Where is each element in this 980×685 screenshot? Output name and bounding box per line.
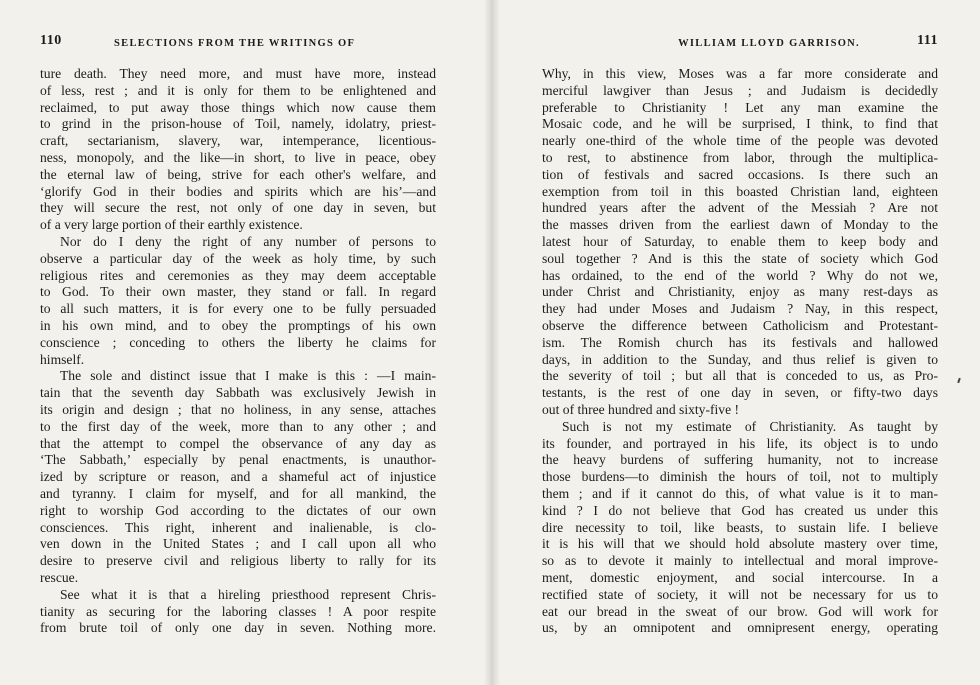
text-line: kind ? I do not believe that God has created us under this: [542, 502, 938, 518]
text-line: himself.: [40, 351, 85, 367]
text-line: ism. The Romish church has its festivals and hallowed: [542, 334, 938, 350]
text-line: See what it is that a hireling priesthood represent Chris-: [60, 586, 436, 602]
text-line: Mosaic code, and he will be surprised, I think, to find that: [542, 116, 938, 132]
text-line: The sole and distinct issue that I make is this : —I main-: [60, 368, 436, 384]
text-line: ment, domestic enjoyment, and social intercourse. In a: [542, 569, 938, 585]
text-line: to rest, to abstinence from labor, through the multiplica-: [542, 149, 938, 165]
text-line: nearly one-third of the whole time of the people was devoted: [542, 133, 938, 149]
text-line: the masses driven from the earliest dawn of Monday to the: [542, 217, 938, 233]
text-line: desire to preserve civil and religious liberty to rally for its: [40, 553, 436, 569]
text-line: rectified state of society, it will not be necessary for us to: [542, 586, 938, 602]
text-line: rescue.: [40, 569, 79, 585]
text-line: soul together ? And is this the state of society which God: [542, 250, 938, 266]
text-line: those burdens—to diminish the hours of toil, not to multiply: [542, 469, 938, 485]
text-line: merciful lawgiver than Jesus ; and Judaism is decidedly: [542, 82, 938, 98]
text-line: from brute toil of only one day in seven. Nothing more.: [40, 620, 436, 636]
text-line: dire necessity to toil, like beasts, to sustain life. I believe: [542, 519, 938, 535]
text-line: the severity of toil ; but all that is conceded to us, as Pro-: [542, 368, 938, 384]
text-line: of a very large portion of their earthly existence.: [40, 217, 303, 233]
text-line: latest hour of Saturday, to enable them to keep body and: [542, 233, 938, 249]
text-line: ness, monopoly, and the like—in short, to live in peace, obey: [40, 149, 436, 165]
right-page-text: [542, 66, 938, 637]
left-page-header: [40, 30, 436, 52]
book-gutter: [484, 0, 500, 685]
text-line: to God. To their own master, they stand or fall. In regard: [40, 284, 436, 300]
right-page-number: 111: [917, 33, 938, 48]
text-line: exemption from toil in this boasted Christian land, eighteen: [542, 183, 938, 199]
text-line: testants, is the rest of one day in seven, or fifty-two days: [542, 385, 938, 401]
text-line: reclaimed, to put away those things which now cause them: [40, 99, 436, 115]
text-line: out of three hundred and sixty-five !: [542, 401, 740, 417]
right-running-head: WILLIAM LLOYD GARRISON.: [678, 38, 860, 49]
text-line: to grind in the prison-house of Toil, namely, idolatry, priest-: [40, 116, 436, 132]
text-line: them ; and if it cannot do this, of what value is it to man-: [542, 485, 938, 501]
text-line: has ordained, to the end of the world ? Why do not we,: [542, 267, 938, 283]
text-line: of less, rest ; and it is only for them to be enlightened and: [40, 82, 436, 98]
text-line: craft, sectarianism, slavery, war, intemperance, licentious-: [40, 133, 436, 149]
left-page-number: 110: [40, 33, 62, 48]
text-line: to the first day of the week, more than to any other ; and: [40, 418, 436, 434]
text-line: ture death. They need more, and must have more, instead: [40, 66, 436, 81]
text-line: hundred years after the advent of the Messiah ? Are not: [542, 200, 938, 216]
text-line: and tyranny. I claim for myself, and for all mankind, the: [40, 485, 436, 501]
text-line: Why, in this view, Moses was a far more considerate and: [542, 66, 938, 81]
left-page: [40, 30, 436, 637]
text-line: observe a particular day of the week as holy time, by such: [40, 250, 436, 266]
text-line: tain that the seventh day Sabbath was exclusively Jewish in: [40, 385, 436, 401]
text-line: they had under Moses and Judaism ? Nay, in this respect,: [542, 301, 938, 317]
right-page-header: [542, 30, 938, 52]
text-line: its origin and design ; that no holiness, in any sense, attaches: [40, 401, 436, 417]
text-line: its founder, and portrayed in his life, its object is to undo: [542, 435, 938, 451]
text-line: right to worship God according to the dictates of our own: [40, 502, 436, 518]
text-line: so as to devote it mainly to intellectual and moral improve-: [542, 553, 938, 569]
text-line: eat our bread in the sweat of our brow. God will work for: [542, 603, 938, 619]
text-line: days, in addition to the Sunday, and thus relief is given to: [542, 351, 938, 367]
text-line: us, by an omnipotent and omnipresent energy, operating: [542, 620, 938, 636]
text-line: the heavy burdens of suffering humanity, not to increase: [542, 452, 938, 468]
right-page: [542, 30, 938, 637]
left-page-text: [40, 66, 436, 637]
text-line: religious rites and ceremonies as they may deem acceptable: [40, 267, 436, 283]
text-line: Nor do I deny the right of any number of persons to: [60, 233, 436, 249]
text-line: conscience ; conceding to others the liberty he claims for: [40, 334, 436, 350]
text-line: that the attempt to compel the observance of any day as: [40, 435, 436, 451]
text-line: Such is not my estimate of Christianity. As taught by: [562, 418, 938, 434]
text-line: they will secure the rest, not only of one day in seven, but: [40, 200, 436, 216]
text-line: observe the difference between Catholicism and Protestant-: [542, 317, 938, 333]
text-line: tianity as securing for the laboring classes ! A poor respite: [40, 603, 436, 619]
text-line: in his own mind, and to obey the promptings of his own: [40, 317, 436, 333]
text-line: consciences. This right, inherent and inalienable, is clo-: [40, 519, 436, 535]
text-line: ized by scripture or reason, and a shameful act of injustice: [40, 469, 436, 485]
ink-speck: [957, 378, 961, 383]
text-line: under Christ and Christianity, enjoy as many rest-days as: [542, 284, 938, 300]
text-line: ven down in the United States ; and I call upon all who: [40, 536, 436, 552]
text-line: preferable to Christianity ! Let any man examine the: [542, 99, 938, 115]
text-line: it is his will that we should hold absolute mastery over time,: [542, 536, 938, 552]
text-line: ‘glorify God in their bodies and spirits which are his’—and: [40, 183, 436, 199]
left-running-head: SELECTIONS FROM THE WRITINGS OF: [114, 38, 356, 49]
text-line: ‘The Sabbath,’ especially by penal enactments, is unauthor-: [40, 452, 436, 468]
text-line: to all such matters, it is for every one to be fully persuaded: [40, 301, 436, 317]
text-line: the eternal law of being, strive for each other's welfare, and: [40, 166, 436, 182]
text-line: tion of festivals and sacred occasions. Is there such an: [542, 166, 938, 182]
